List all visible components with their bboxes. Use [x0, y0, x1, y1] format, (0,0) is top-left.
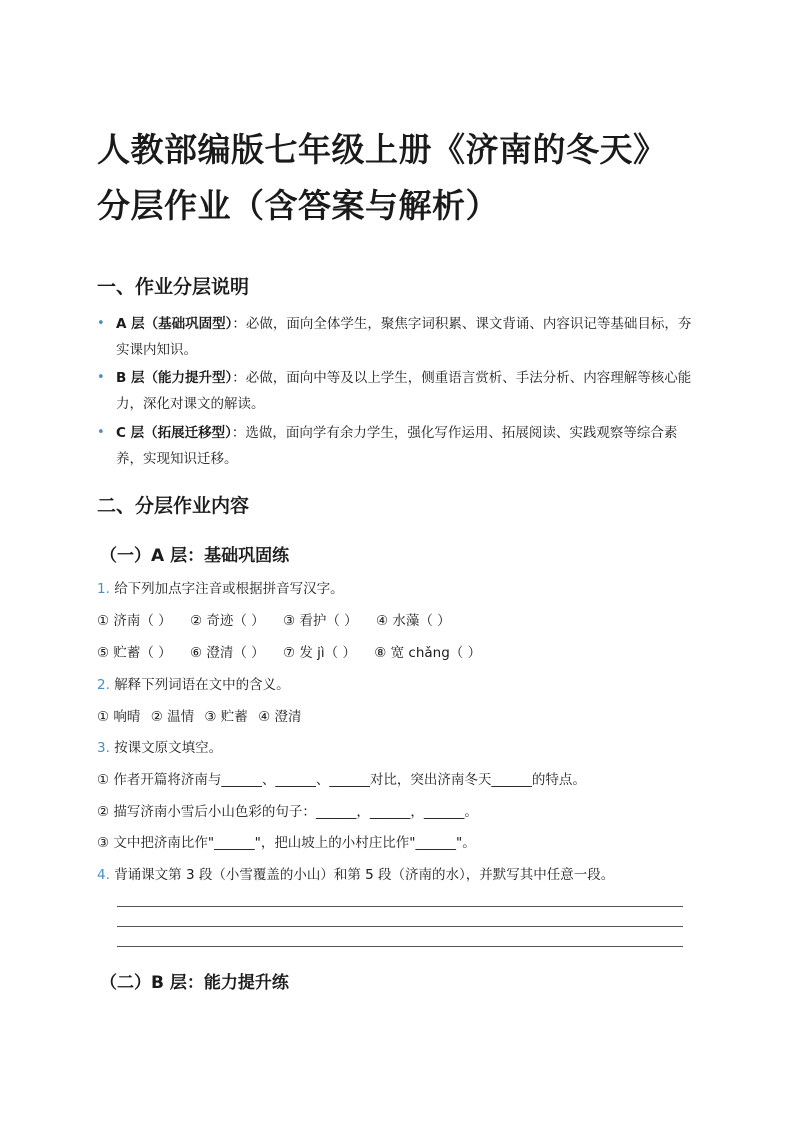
bullet-c-bold: C 层（拓展迁移型）	[116, 425, 232, 441]
q1-item-7: ⑦ 发 jì（ ）	[282, 645, 356, 661]
answer-line	[117, 946, 683, 947]
bullet-a-layer	[97, 311, 697, 363]
question-2-row	[97, 706, 308, 728]
question-4-text: 背诵课文第 3 段（小雪覆盖的小山）和第 5 段（济南的水），并默写其中任意一段。	[114, 867, 615, 883]
q2-item-3: ③ 贮蓄	[204, 709, 248, 725]
bullet-dot-icon: •	[97, 370, 105, 385]
bullet-a-text: ：必做，面向全体学生，聚焦字词积累、课文背诵、内容识记等基础目标，夯实课内知识。	[116, 316, 692, 358]
answer-line	[117, 926, 683, 927]
question-number: 3.	[97, 740, 110, 756]
bullet-dot-icon: •	[97, 425, 105, 440]
question-1-row-2	[97, 642, 495, 664]
q1-item-6: ⑥ 澄清（ ）	[189, 645, 265, 661]
bullet-c-text: ：选做，面向学有余力学生，强化写作运用、拓展阅读、实践观察等综合素养，实现知识迁移。	[116, 425, 678, 467]
question-3	[97, 737, 222, 759]
section-1-heading: 一、作业分层说明	[97, 276, 250, 298]
bullet-b-text: ：必做，面向中等及以上学生，侧重语言赏析、手法分析、内容理解等核心能力，深化对课文的解读。	[116, 370, 692, 412]
bullet-dot-icon: •	[97, 316, 105, 331]
question-3-line-1: ① 作者开篇将济南与______、______、______对比，突出济南冬天______的特点。	[97, 772, 586, 788]
question-number: 2.	[97, 677, 110, 693]
q2-item-1: ① 响晴	[97, 709, 141, 725]
bullet-b-bold: B 层（能力提升型）	[116, 370, 233, 386]
title-line-1: 人教部编版七年级上册《济南的冬天》	[97, 130, 667, 169]
bullet-a-bold: A 层（基础巩固型）	[116, 316, 233, 332]
question-number: 1.	[97, 581, 110, 597]
bullet-c-layer	[97, 420, 697, 472]
question-1	[97, 578, 344, 600]
bullet-b-layer	[97, 365, 697, 417]
q1-item-5: ⑤ 贮蓄（ ）	[97, 645, 172, 661]
q1-item-3: ③ 看护（ ）	[282, 613, 358, 629]
question-4	[97, 864, 614, 886]
title-line-2: 分层作业（含答案与解析）	[97, 186, 499, 225]
section-2-heading: 二、分层作业内容	[97, 495, 250, 517]
q2-item-4: ④ 澄清	[258, 709, 302, 725]
question-3-text: 按课文原文填空。	[114, 740, 223, 756]
question-2	[97, 674, 290, 696]
q2-item-2: ② 温情	[150, 709, 195, 725]
subsection-b-heading: （二）B 层：能力提升练	[100, 973, 289, 993]
question-1-text: 给下列加点字注音或根据拼音写汉字。	[114, 581, 344, 597]
q1-item-1: ① 济南（ ）	[97, 613, 172, 629]
question-3-line-3: ③ 文中把济南比作"______"，把山坡上的小村庄比作"______"。	[97, 835, 476, 851]
q1-item-2: ② 奇迹（ ）	[189, 613, 265, 629]
document-title	[97, 122, 737, 234]
question-2-text: 解释下列词语在文中的含义。	[114, 677, 290, 693]
question-3-line-2: ② 描写济南小雪后小山色彩的句子：______，______，______。	[97, 804, 478, 820]
answer-line	[117, 906, 683, 907]
question-1-row-1	[97, 610, 465, 632]
q1-item-4: ④ 水藻（ ）	[375, 613, 451, 629]
q1-item-8: ⑧ 宽 chǎng（ ）	[374, 645, 482, 661]
subsection-a-heading: （一）A 层：基础巩固练	[100, 546, 290, 566]
question-number: 4.	[97, 867, 110, 883]
